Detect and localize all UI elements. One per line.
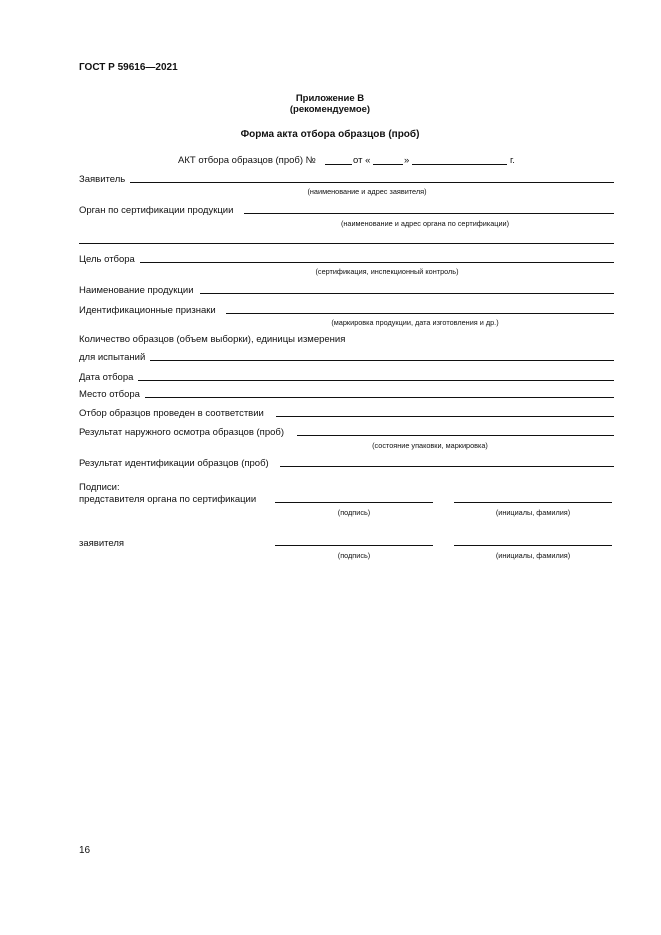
act-prefix: АКТ отбора образцов (проб) № [178,155,316,166]
cert-body-line [244,213,614,214]
applicant-line [130,182,614,183]
act-from: от « [353,155,371,166]
date-line [138,380,614,381]
form-title: Форма акта отбора образцов (проб) [240,129,420,140]
purpose-line [140,262,614,263]
place-line [145,397,614,398]
place-label: Место отбора [79,389,140,400]
applicant-signature-caption: (подпись) [337,551,371,560]
visual-result-label: Результат наружного осмотра образцов (проб) [79,427,284,438]
applicant-signature-label: заявителя [79,538,125,549]
applicant-name-caption: (инициалы, фамилия) [495,551,571,560]
cert-rep-name-caption: (инициалы, фамилия) [495,508,571,517]
date-label: Дата отбора [79,372,134,383]
cert-body-line-2 [79,243,614,244]
for-tests-label: для испытаний [79,352,146,363]
purpose-caption: (сертификация, инспекционный контроль) [315,267,459,276]
visual-result-caption: (состояние упаковки, маркировка) [372,441,488,450]
applicant-name-line [454,545,612,546]
act-day-line [373,164,403,165]
cert-rep-name-line [454,502,612,503]
product-name-line [200,293,614,294]
according-line [276,416,614,417]
applicant-caption: (наименование и адрес заявителя) [307,187,427,196]
appendix-title: Приложение В [295,93,365,104]
visual-result-line [297,435,614,436]
cert-body-caption: (наименование и адрес органа по сертификации) [340,219,510,228]
applicant-label: Заявитель [79,174,126,185]
ident-features-label: Идентификационные признаки [79,305,216,316]
product-name-label: Наименование продукции [79,285,194,296]
ident-features-line [226,313,614,314]
ident-result-line [280,466,614,467]
signatures-heading: Подписи: [79,482,120,493]
standard-code: ГОСТ Р 59616—2021 [79,62,178,73]
purpose-label: Цель отбора [79,254,135,265]
act-number-line [325,164,352,165]
cert-body-label: Орган по сертификации продукции [79,205,234,216]
page-number: 16 [79,845,91,856]
ident-features-caption: (маркировка продукции, дата изготовления и др.) [331,318,499,327]
appendix-note: (рекомендуемое) [289,104,371,115]
quantity-label: Количество образцов (объем выборки), единицы измерения [79,334,346,345]
act-month-line [412,164,507,165]
act-quote-close: » [404,155,410,166]
applicant-signature-line [275,545,433,546]
for-tests-line [150,360,614,361]
cert-rep-signature-caption: (подпись) [337,508,371,517]
act-year-suffix: г. [510,155,515,166]
cert-rep-signature-line [275,502,433,503]
cert-rep-label: представителя органа по сертификации [79,494,257,505]
ident-result-label: Результат идентификации образцов (проб) [79,458,269,469]
according-label: Отбор образцов проведен в соответствии [79,408,264,419]
